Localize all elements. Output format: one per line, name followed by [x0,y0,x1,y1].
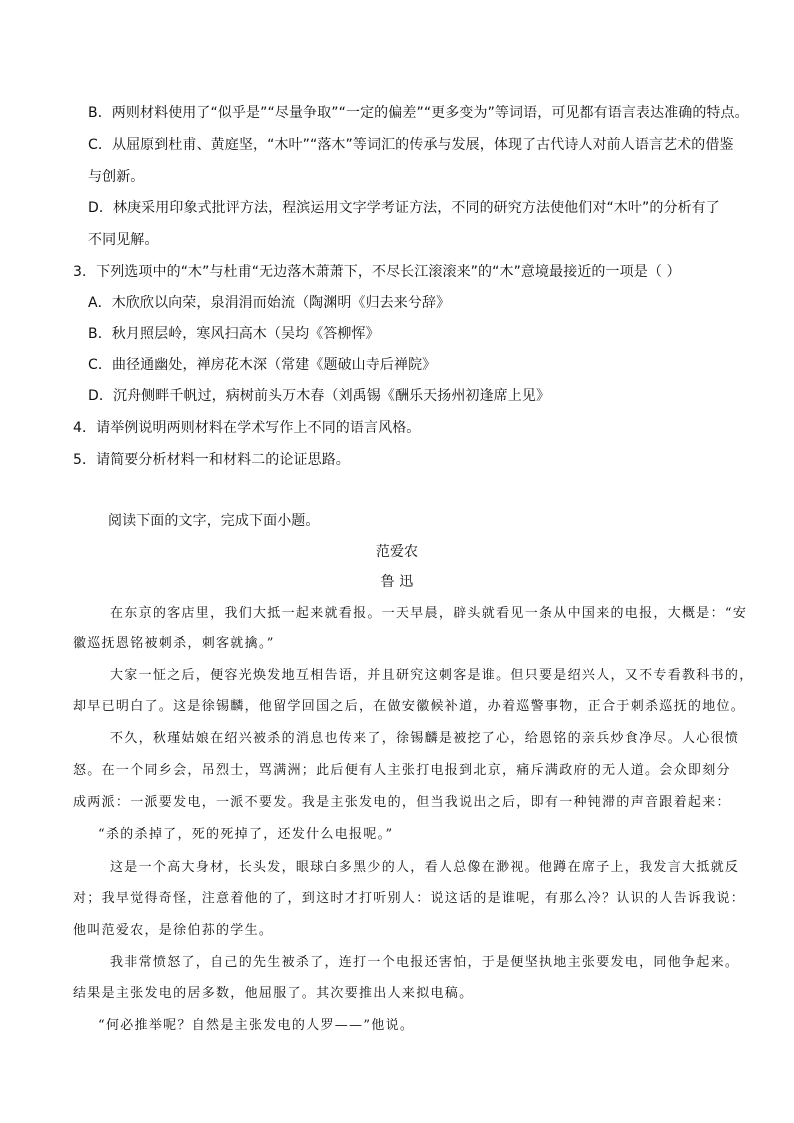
passage-line: “何必推举呢？自然是主张发电的人罗——”他说。 [98,1018,415,1033]
passage-line: 结果是主张发电的居多数，他屈服了。其次要推出人来拟电稿。 [73,986,474,1001]
q3-option-b: B．秋月照层岭，寒风扫高木（吴均《答柳恽》 [88,326,380,342]
passage-line: 对；我早觉得奇怪，注意着他的了，到这时才打听别人：说这话的是谁呢，有那么冷？认识的人告诉我说： [73,891,746,906]
q4: 4．请举例说明两则材料在学术写作上不同的语言风格。 [73,420,421,436]
passage-line: 不久，秋瑾姑娘在绍兴被杀的消息也传来了，徐锡麟是被挖了心，给恩铭的亲兵炒食净尽。人心很愤 [110,731,740,746]
passage-line: 成两派：一派要发电，一派不要发。我是主张发电的，但当我说出之后，即有一种钝滞的声音跟着起来： [73,795,731,810]
passage-line: 却早已明白了。这是徐锡麟，他留学回国之后，在做安徽候补道，办着巡警事物，正合于刺杀巡抚的地位。 [73,699,746,714]
passage-line: 我非常愤怒了，自己的先生被杀了，连打一个电报还害怕，于是便坚执地主张要发电，同他争起来。 [110,955,740,970]
q3-stem: 3．下列选项中的“木”与杜甫“无边落木萧萧下，不尽长江滚滚来”的“木”意境最接近的一项是（ ） [73,264,681,280]
passage-line: 在东京的客店里，我们大抵一起来就看报。一天早晨，辟头就看见一条从中国来的电报，大概是：“安 [110,606,748,621]
passage-line: 怒。在一个同乡会，吊烈士，骂满洲；此后便有人主张打电报到北京，痛斥满政府的无人道。会众即刻分 [73,763,731,778]
q2-option-c-line1: C．从屈原到杜甫、黄庭坚，“木叶”“落木”等词汇的传承与发展，体现了古代诗人对前人语言艺术的借鉴 [88,137,734,153]
q2-option-d-line2: 不同见解。 [88,232,159,248]
passage-author: 鲁 迅 [380,574,414,590]
q2-option-c-line2: 与创新。 [88,169,145,185]
passage-line: 这是一个高大身材，长头发，眼球白多黑少的人，看人总像在渺视。他蹲在席子上，我发言大抵就反 [110,860,740,875]
q5: 5．请简要分析材料一和材料二的论证思路。 [73,452,350,468]
passage-line: 大家一怔之后，便容光焕发地互相告语，并且研究这刺客是谁。但只要是绍兴人，又不专看教科书的， [110,668,754,683]
passage-title: 范爱农 [375,544,419,560]
passage-line: “杀的杀掉了，死的死掉了，还发什么电报呢。” [98,827,394,842]
q3-option-c: C．曲径通幽处，禅房花木深（常建《题破山寺后禅院》 [88,357,437,373]
q3-option-d: D．沉舟侧畔千帆过，病树前头万木春（刘禹锡《酬乐天扬州初逢席上见》 [88,388,551,404]
q2-option-b: B．两则材料使用了“似乎是”“尽量争取”“一定的偏差”“更多变为”等词语，可见都有语言表达准确的特点。 [88,105,749,121]
passage-line: 他叫范爱农，是徐伯荪的学生。 [73,923,274,938]
q2-option-d-line1: D．林庚采用印象式批评方法，程滨运用文字学考证方法，不同的研究方法使他们对“木叶”的分析有了 [88,200,720,216]
q3-option-a: A．木欣欣以向荣，泉涓涓而始流（陶渊明《归去来兮辞》 [88,295,451,311]
passage-line: 徽巡抚恩铭被刺杀，刺客就擒。” [73,636,275,651]
reading-instruction: 阅读下面的文字，完成下面小题。 [108,513,320,529]
